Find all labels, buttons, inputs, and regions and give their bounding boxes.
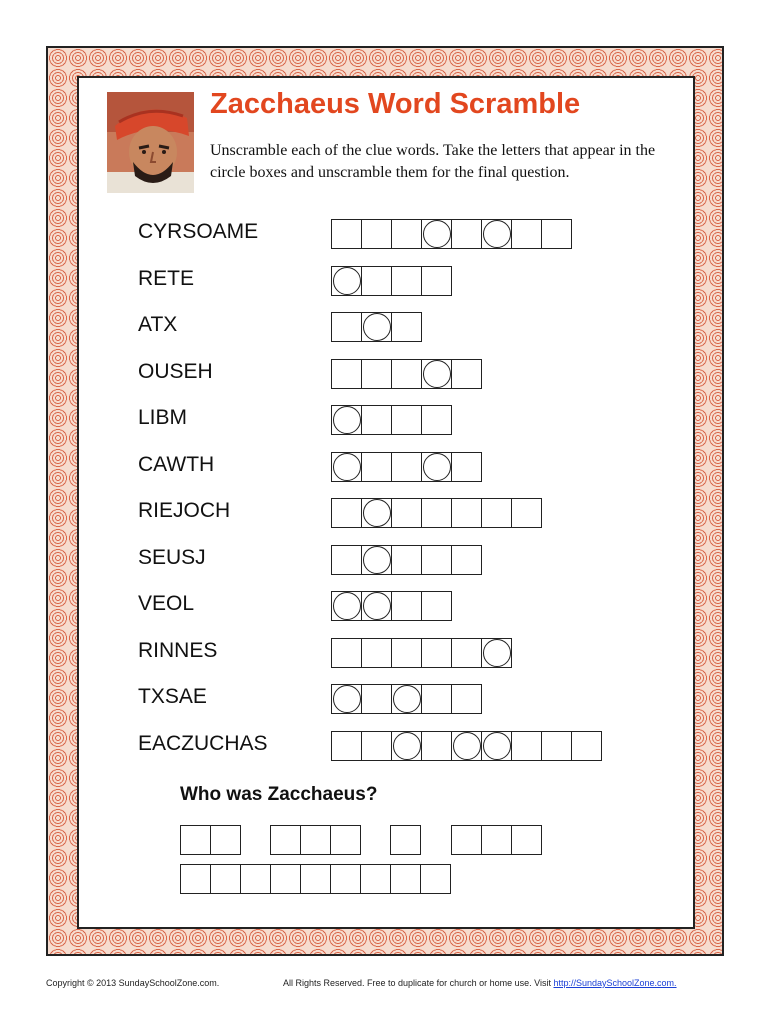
- answer-letter-box[interactable]: [482, 825, 512, 855]
- letter-box[interactable]: [422, 638, 452, 668]
- circled-letter-box[interactable]: [332, 684, 362, 714]
- letter-box[interactable]: [452, 684, 482, 714]
- answer-letter-box[interactable]: [452, 825, 482, 855]
- circled-letter-box[interactable]: [362, 498, 392, 528]
- circled-letter-box[interactable]: [332, 266, 362, 296]
- answer-letter-box[interactable]: [181, 825, 211, 855]
- clue-word: VEOL: [138, 592, 195, 615]
- letter-box[interactable]: [332, 638, 362, 668]
- letter-box[interactable]: [392, 452, 422, 482]
- answer-letter-box[interactable]: [271, 864, 301, 894]
- letter-box[interactable]: [452, 359, 482, 389]
- clue-word: LIBM: [138, 406, 188, 429]
- clue-word: RINNES: [138, 639, 218, 662]
- answer-word-boxes: [451, 825, 542, 855]
- letter-box[interactable]: [332, 359, 362, 389]
- letter-box[interactable]: [392, 359, 422, 389]
- circled-letter-box[interactable]: [362, 591, 392, 621]
- answer-letter-box[interactable]: [361, 864, 391, 894]
- answer-letter-box[interactable]: [391, 864, 421, 894]
- letter-box[interactable]: [332, 498, 362, 528]
- letter-box[interactable]: [452, 498, 482, 528]
- answer-letter-box[interactable]: [301, 825, 331, 855]
- letter-box[interactable]: [362, 452, 392, 482]
- letter-box[interactable]: [542, 219, 572, 249]
- answer-letter-box[interactable]: [421, 864, 451, 894]
- clue-word: TXSAE: [138, 685, 207, 708]
- circled-letter-box[interactable]: [452, 731, 482, 761]
- letter-box[interactable]: [452, 545, 482, 575]
- letter-box[interactable]: [362, 219, 392, 249]
- circled-letter-box[interactable]: [362, 545, 392, 575]
- letter-box[interactable]: [422, 731, 452, 761]
- letter-box[interactable]: [392, 498, 422, 528]
- letter-box[interactable]: [422, 684, 452, 714]
- letter-box[interactable]: [392, 219, 422, 249]
- clue-word: CAWTH: [138, 453, 215, 476]
- letter-box[interactable]: [362, 266, 392, 296]
- circled-letter-box[interactable]: [332, 591, 362, 621]
- clue-letter-boxes: [331, 591, 452, 621]
- clue-word: CYRSOAME: [138, 220, 259, 243]
- letter-box[interactable]: [422, 545, 452, 575]
- clue-letter-boxes: [331, 359, 482, 389]
- letter-box[interactable]: [422, 405, 452, 435]
- letter-box[interactable]: [392, 312, 422, 342]
- circled-letter-box[interactable]: [392, 684, 422, 714]
- footer-rights: [283, 978, 677, 988]
- answer-letter-box[interactable]: [331, 864, 361, 894]
- letter-box[interactable]: [362, 638, 392, 668]
- clue-letter-boxes: [331, 545, 482, 575]
- zacchaeus-portrait-image: [107, 92, 194, 193]
- letter-box[interactable]: [512, 498, 542, 528]
- answer-letter-box[interactable]: [331, 825, 361, 855]
- clue-word: ATX: [138, 313, 178, 336]
- circled-letter-box[interactable]: [422, 219, 452, 249]
- letter-box[interactable]: [332, 312, 362, 342]
- letter-box[interactable]: [422, 591, 452, 621]
- circled-letter-box[interactable]: [482, 731, 512, 761]
- clue-letter-boxes: [331, 498, 542, 528]
- clue-word: OUSEH: [138, 360, 213, 383]
- clue-letter-boxes: [331, 452, 482, 482]
- instructions-text: Unscramble each of the clue words. Take the letters that appear in the circle boxes and unscramble them for the final question.: [210, 142, 656, 181]
- clue-letter-boxes: [331, 219, 572, 249]
- letter-box[interactable]: [482, 498, 512, 528]
- letter-box[interactable]: [332, 545, 362, 575]
- letter-box[interactable]: [452, 219, 482, 249]
- letter-box[interactable]: [542, 731, 572, 761]
- clue-word: EACZUCHAS: [138, 732, 268, 755]
- answer-word-boxes: [180, 825, 241, 855]
- letter-box[interactable]: [422, 498, 452, 528]
- clue-letter-boxes: [331, 731, 602, 761]
- letter-box[interactable]: [572, 731, 602, 761]
- letter-box[interactable]: [452, 452, 482, 482]
- letter-box[interactable]: [392, 266, 422, 296]
- letter-box[interactable]: [362, 359, 392, 389]
- answer-letter-box[interactable]: [211, 864, 241, 894]
- letter-box[interactable]: [362, 731, 392, 761]
- circled-letter-box[interactable]: [422, 359, 452, 389]
- circled-letter-box[interactable]: [482, 638, 512, 668]
- page-title: Zacchaeus Word Scramble: [210, 88, 581, 120]
- answer-letter-box[interactable]: [211, 825, 241, 855]
- answer-letter-box[interactable]: [301, 864, 331, 894]
- circled-letter-box[interactable]: [332, 452, 362, 482]
- circled-letter-box[interactable]: [422, 452, 452, 482]
- answer-letter-box[interactable]: [271, 825, 301, 855]
- answer-word-boxes: [180, 864, 451, 894]
- letter-box[interactable]: [392, 638, 422, 668]
- answer-word-boxes: [270, 825, 361, 855]
- letter-box[interactable]: [362, 684, 392, 714]
- final-question: Who was Zacchaeus?: [180, 784, 378, 805]
- answer-word-boxes: [390, 825, 421, 855]
- clue-letter-boxes: [331, 638, 512, 668]
- footer-rights-text: All Rights Reserved. Free to duplicate for church or home use. Visit: [283, 978, 551, 988]
- footer-copyright: Copyright © 2013 SundaySchoolZone.com.: [46, 978, 220, 988]
- letter-box[interactable]: [392, 405, 422, 435]
- letter-box[interactable]: [392, 591, 422, 621]
- circled-letter-box[interactable]: [392, 731, 422, 761]
- answer-letter-box[interactable]: [391, 825, 421, 855]
- answer-letter-box[interactable]: [181, 864, 211, 894]
- letter-box[interactable]: [512, 219, 542, 249]
- letter-box[interactable]: [452, 638, 482, 668]
- answer-letter-box[interactable]: [241, 864, 271, 894]
- letter-box[interactable]: [362, 405, 392, 435]
- letter-box[interactable]: [422, 266, 452, 296]
- circled-letter-box[interactable]: [332, 405, 362, 435]
- letter-box[interactable]: [332, 219, 362, 249]
- answer-letter-box[interactable]: [512, 825, 542, 855]
- clue-letter-boxes: [331, 312, 422, 342]
- footer-site-link[interactable]: http://SundaySchoolZone.com.: [553, 978, 677, 988]
- circled-letter-box[interactable]: [482, 219, 512, 249]
- letter-box[interactable]: [512, 731, 542, 761]
- letter-box[interactable]: [392, 545, 422, 575]
- clue-word: RIEJOCH: [138, 499, 231, 522]
- clue-letter-boxes: [331, 266, 452, 296]
- clue-letter-boxes: [331, 405, 452, 435]
- letter-box[interactable]: [332, 731, 362, 761]
- clue-letter-boxes: [331, 684, 482, 714]
- clue-word: RETE: [138, 267, 195, 290]
- circled-letter-box[interactable]: [362, 312, 392, 342]
- clue-word: SEUSJ: [138, 546, 206, 569]
